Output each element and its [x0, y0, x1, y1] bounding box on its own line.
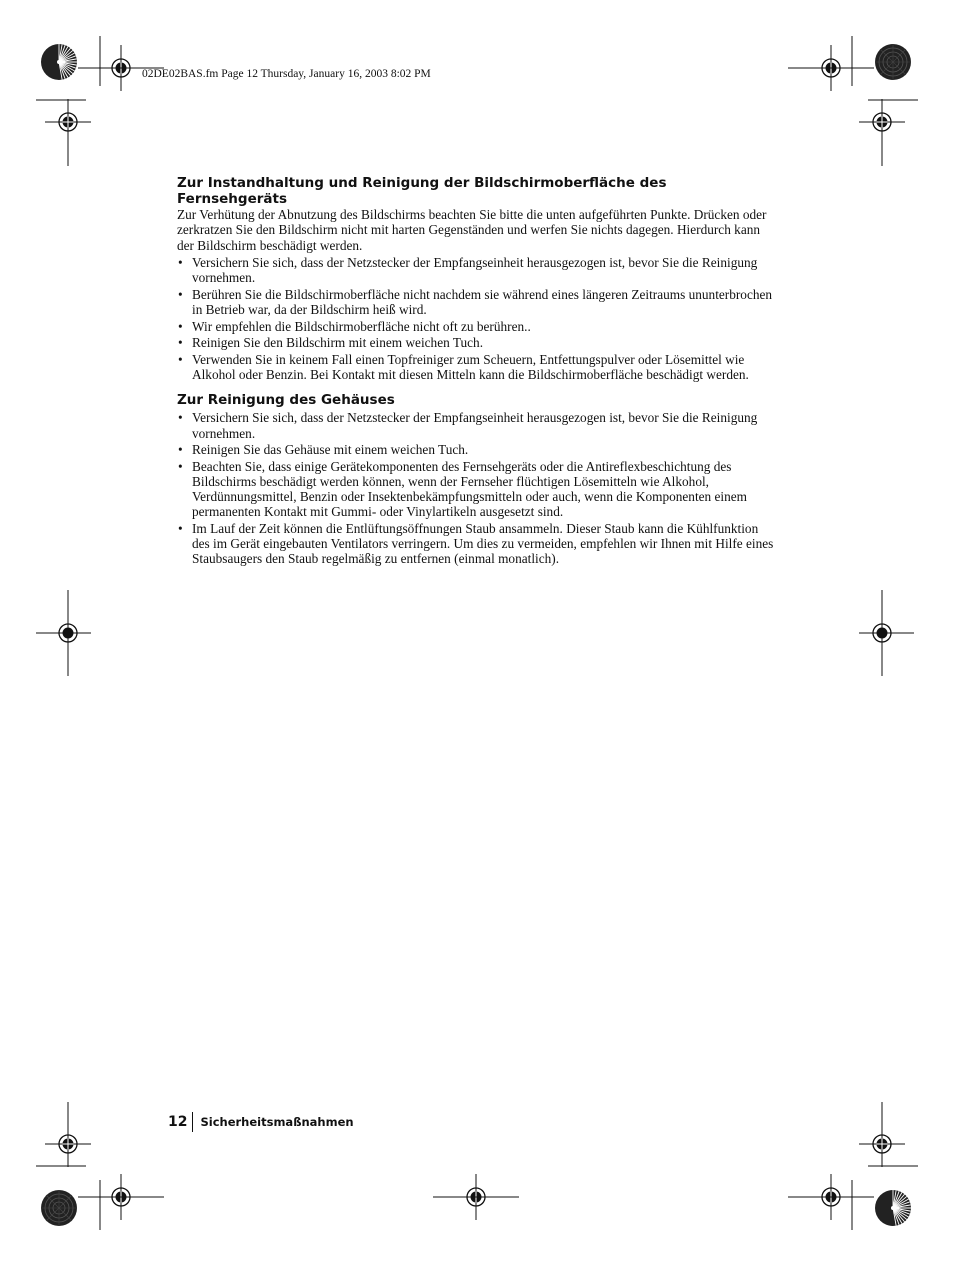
- section-intro: Zur Verhütung der Abnutzung des Bildschirms beachten Sie bitte die unten aufgeführten Punkte. Drücken oder zerkratzen Sie den Bildschirm nicht mit harten Gegenständen und werfen Sie nichts dagegen. Hierdurch kann der Bildschirm beschädigt werden.: [177, 207, 767, 253]
- footer-section-name: Sicherheitsmaßnahmen: [200, 1115, 354, 1129]
- bullet-icon: •: [178, 255, 183, 271]
- file-header: 02DE02BAS.fm Page 12 Thursday, January 16, 2003 8:02 PM: [142, 68, 431, 80]
- bullet-icon: •: [178, 458, 183, 474]
- bullet-icon: •: [178, 442, 183, 458]
- list-item: • Reinigen Sie das Gehäuse mit einem weichen Tuch.: [178, 442, 469, 458]
- bullet-icon: •: [178, 287, 183, 303]
- bullet-list-screen-care: [177, 255, 777, 382]
- bullet-icon: •: [178, 352, 183, 367]
- footer-divider: [192, 1112, 193, 1132]
- page-content: [177, 175, 777, 568]
- bullet-icon: •: [178, 410, 183, 426]
- list-item: • Wir empfehlen die Bildschirmoberfläche nicht oft zu berühren..: [178, 318, 531, 334]
- list-item: • Versichern Sie sich, dass der Netzstecker der Empfangseinheit herausgezogen ist, bevor Sie die Reinigung vornehmen.: [178, 410, 758, 441]
- section-heading-housing-care: Zur Reinigung des Gehäuses: [177, 392, 395, 409]
- page-footer: [168, 1111, 354, 1133]
- list-item: • Versichern Sie sich, dass der Netzstecker der Empfangseinheit herausgezogen ist, bevor Sie die Reinigung vornehmen.: [178, 255, 758, 286]
- list-item: • Verwenden Sie in keinem Fall einen Topfreiniger zum Scheuern, Entfettungspulver oder Lösemittel wie Alkohol oder Benzin. Bei Kontakt mit diesen Mitteln kann die Bildschirmoberfläche beschädigt werden.: [178, 352, 749, 383]
- bullet-icon: •: [178, 335, 183, 351]
- bullet-icon: •: [178, 318, 183, 334]
- section-heading-screen-care: Zur Instandhaltung und Reinigung der Bildschirmoberfläche des Fernsehgeräts: [177, 175, 667, 207]
- list-item: • Berühren Sie die Bildschirmoberfläche nicht nachdem sie während eines längeren Zeitraums ununterbrochen in Betrieb war, da der Bildschirm heiß wird.: [178, 287, 773, 318]
- list-item: • Beachten Sie, dass einige Gerätekomponenten des Fernsehgeräts oder die Antireflexbeschichtung des Bildschirms beschädigt werden können, wenn der Fernseher flüchtigen Lösemitteln wie Alkohol, Verdünnungsmittel, Benzin oder Insektenbekämpfungsmitteln oder auch, wenn die Komponenten einem permanenten Kontakt mit Gummi- oder Vinylartikeln ausgesetzt sind.: [178, 458, 748, 520]
- list-item: • Im Lauf der Zeit können die Entlüftungsöffnungen Staub ansammeln. Dieser Staub kann die Kühlfunktion des im Gerät eingebauten Ventilators verringern. Um dies zu vermeiden, empfehlen wir Ihnen mit Hilfe eines Staubsaugers den Staub regelmäßig zu entfernen (einmal monatlich).: [178, 521, 774, 567]
- list-item: • Reinigen Sie den Bildschirm mit einem weichen Tuch.: [178, 335, 484, 351]
- bullet-list-housing-care: [177, 410, 777, 566]
- bullet-icon: •: [178, 521, 183, 536]
- page-number: 12: [168, 1114, 188, 1130]
